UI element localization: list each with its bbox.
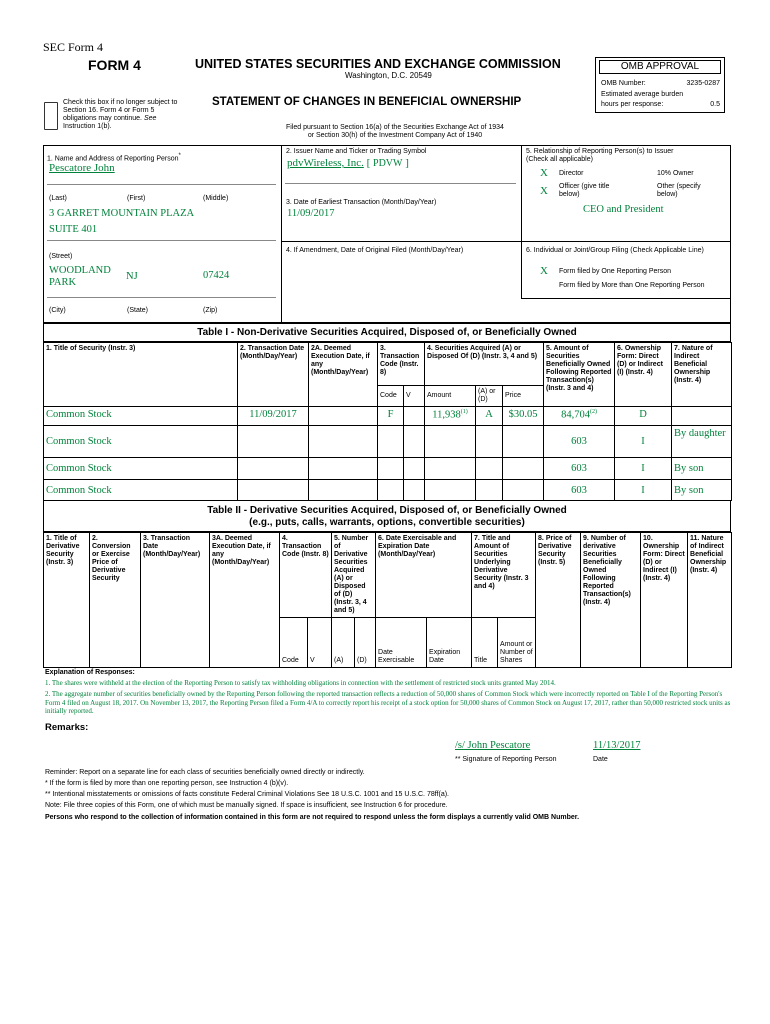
t1-r3-aord — [476, 480, 503, 501]
t1-r0-nature — [672, 407, 732, 426]
officer-mark: X — [540, 185, 548, 197]
signature-label: ** Signature of Reporting Person — [455, 756, 557, 763]
box4-label: 4. If Amendment, Date of Original Filed (Month/Day/Year) — [286, 247, 464, 254]
t1-r0-deemed — [309, 407, 378, 426]
t1-r0-title: Common Stock — [44, 407, 238, 426]
t2-h3: 3. Transaction Date (Month/Day/Year) — [141, 533, 210, 668]
city-value: WOODLAND PARK — [49, 265, 111, 288]
t1-r3-price — [503, 480, 544, 501]
last-label: (Last) — [49, 195, 67, 202]
t1-h-v-sub: V — [404, 386, 425, 407]
t2-h8: 8. Price of Derivative Security (Instr. 5) — [536, 533, 581, 668]
t1-r3-owned: 603 — [544, 480, 615, 501]
t1-h-nature: 7. Nature of Indirect Beneficial Ownership (Instr. 4) — [672, 343, 732, 407]
t2-h3a: 3A. Deemed Execution Date, if any (Month/Day/Year) — [210, 533, 280, 668]
t2-date-ex: Date Exercisable — [376, 618, 427, 668]
t1-r3-deemed — [309, 480, 378, 501]
footnote-2: 2. The aggregate number of securities beneficially owned by the Reporting Person following the reported transaction reflects a reduction of 50,000 shares of Common Stock which were incorrectly reported on Table I of the Reporting Person's Form 4 filed on August 18, 2017. On November 13, 2017, the Reporting Person filed a Form 4/A to correctly report his receipt of a stock option for 50,000 shares of Common Stock on August 17, 2017, rather than 50,000 restricted stock units as initially reported. — [45, 690, 731, 715]
t2-code: Code — [280, 618, 308, 668]
note-copies: Note: File three copies of this Form, one of which must be manually signed. If space is insufficient, see Instruction 6 for procedure. — [45, 802, 448, 809]
t1-r1-aord — [476, 426, 503, 458]
t1-r2-v — [404, 458, 425, 480]
omb-title: OMB APPROVAL — [599, 60, 721, 74]
issuer-link[interactable]: pdvWireless, Inc. — [287, 157, 364, 169]
earliest-transaction-date: 11/09/2017 — [287, 208, 335, 219]
t1-r1-v — [404, 426, 425, 458]
doc-label: SEC Form 4 — [43, 40, 104, 54]
t1-r1-code — [378, 426, 404, 458]
t2-title: Title — [472, 618, 498, 668]
t1-r3-date — [238, 480, 309, 501]
address-line1: 3 GARRET MOUNTAIN PLAZA — [49, 208, 195, 219]
issuer: pdvWireless, Inc. [ PDVW ] — [287, 157, 409, 169]
table2-title: Table II - Derivative Securities Acquired, Disposed of, or Beneficially Owned (e.g., puts, calls, warrants, options, convertible securities) — [43, 500, 731, 532]
t1-r3-nature: By son — [672, 480, 732, 501]
note-reminder: Reminder: Report on a separate line for each class of securities beneficially owned directly or indirectly. — [45, 769, 365, 776]
omb-approval-box — [595, 57, 725, 113]
address-line2: SUITE 401 — [49, 224, 98, 235]
zip-value: 07424 — [203, 270, 230, 281]
t1-r2-owned: 603 — [544, 458, 615, 480]
t2-h5: 5. Number of Derivative Securities Acquired (A) or Disposed of (D) (Instr. 3, 4 and 5) — [332, 533, 376, 618]
box5-label: 5. Relationship of Reporting Person(s) to Issuer — [526, 148, 674, 155]
location: Washington, D.C. 20549 — [345, 71, 432, 80]
t2-a: (A) — [332, 618, 355, 668]
t1-h-deemed: 2A. Deemed Execution Date, if any (Month/Day/Year) — [309, 343, 378, 407]
t1-r3-v — [404, 480, 425, 501]
explanation-heading: Explanation of Responses: — [45, 669, 135, 676]
t2-d: (D) — [355, 618, 376, 668]
footnote-1: 1. The shares were withheld at the election of the Reporting Person to satisfy tax withholding obligations in connection with the settlement of restricted stock units granted May 2014. — [45, 679, 556, 687]
box2-label: 2. Issuer Name and Ticker or Trading Symbol — [286, 148, 427, 155]
director-label: Director — [559, 170, 584, 177]
one-person-mark: X — [540, 265, 548, 277]
more-person-label: Form filed by More than One Reporting Person — [559, 282, 705, 289]
t1-r1-date — [238, 426, 309, 458]
t2-exp: Expiration Date — [427, 618, 472, 668]
state-label: (State) — [127, 307, 149, 314]
signature-date: 11/13/2017 — [593, 740, 641, 751]
statement-title: STATEMENT OF CHANGES IN BENEFICIAL OWNERSHIP — [212, 96, 522, 108]
table2 — [43, 532, 732, 668]
t1-r0-price: $30.05 — [503, 407, 544, 426]
t2-amt: Amount or Number of Shares — [498, 618, 536, 668]
no-longer-subject-checkbox[interactable] — [44, 102, 58, 130]
owner10-label: 10% Owner — [657, 170, 694, 177]
t1-r1-deemed — [309, 426, 378, 458]
director-mark: X — [540, 167, 548, 179]
t1-r1-form: I — [615, 426, 672, 458]
t1-r3-amount — [425, 480, 476, 501]
t1-r2-nature: By son — [672, 458, 732, 480]
t1-r3-title: Common Stock — [44, 480, 238, 501]
t1-r3-code — [378, 480, 404, 501]
t1-r2-deemed — [309, 458, 378, 480]
reporting-person-name[interactable]: Pescatore John — [49, 162, 115, 174]
t1-h-code: 3. Transaction Code (Instr. 8) — [378, 343, 425, 386]
omb-hours-label: hours per response: — [601, 101, 664, 108]
t1-r0-code: F — [378, 407, 404, 426]
t1-h-price-sub: Price — [503, 386, 544, 407]
t1-h-aord-sub: (A) or (D) — [476, 386, 503, 407]
officer-title: CEO and President — [583, 204, 664, 215]
table1-title: Table I - Non-Derivative Securities Acquired, Disposed of, or Beneficially Owned — [43, 323, 731, 342]
t1-r2-code — [378, 458, 404, 480]
t2-h10: 10. Ownership Form: Direct (D) or Indirect (I) (Instr. 4) — [641, 533, 688, 668]
t2-h7: 7. Title and Amount of Securities Underlying Derivative Security (Instr. 3 and 4) — [472, 533, 536, 618]
t1-r0-form: D — [615, 407, 672, 426]
t1-r1-nature: By daughter — [672, 426, 732, 458]
form-title: FORM 4 — [88, 57, 141, 73]
t1-r2-aord — [476, 458, 503, 480]
table1 — [43, 342, 732, 501]
one-person-label: Form filed by One Reporting Person — [559, 268, 672, 275]
t1-r0-date: 11/09/2017 — [238, 407, 309, 426]
box3-label: 3. Date of Earliest Transaction (Month/Day/Year) — [286, 199, 437, 206]
state-value: NJ — [126, 271, 138, 282]
commission-name: UNITED STATES SECURITIES AND EXCHANGE COMMISSION — [195, 57, 561, 71]
t1-h-title: 1. Title of Security (Instr. 3) — [44, 343, 238, 407]
t1-r2-date — [238, 458, 309, 480]
t1-r0-aord: A — [476, 407, 503, 426]
date-label: Date — [593, 756, 608, 763]
t1-r1-title: Common Stock — [44, 426, 238, 458]
t1-r3-form: I — [615, 480, 672, 501]
box6-label: 6. Individual or Joint/Group Filing (Check Applicable Line) — [526, 247, 704, 254]
remarks-label: Remarks: — [45, 722, 89, 733]
t1-h-form: 6. Ownership Form: Direct (D) or Indirect (I) (Instr. 4) — [615, 343, 672, 407]
t1-r1-price — [503, 426, 544, 458]
t1-h-date: 2. Transaction Date (Month/Day/Year) — [238, 343, 309, 407]
table-row — [44, 407, 732, 426]
table-row — [44, 458, 732, 480]
note-star: * If the form is filed by more than one reporting person, see Instruction 4 (b)(v). — [45, 780, 289, 787]
other-label: Other (specify below) — [657, 183, 701, 198]
t2-h6: 6. Date Exercisable and Expiration Date (Month/Day/Year) — [376, 533, 472, 618]
t1-h-code-sub: Code — [378, 386, 404, 407]
officer-label: Officer (give title below) — [559, 183, 610, 198]
signature-name: /s/ John Pescatore — [455, 740, 531, 751]
t1-r1-amount — [425, 426, 476, 458]
t1-h-amount-sub: Amount — [425, 386, 476, 407]
t1-r2-amount — [425, 458, 476, 480]
filed-pursuant: Filed pursuant to Section 16(a) of the Securities Exchange Act of 1934 or Section 30(h) of the Investment Company Act of 1940 — [286, 124, 504, 139]
t2-v: V — [308, 618, 332, 668]
omb-hours-value: 0.5 — [710, 101, 720, 108]
table-row — [44, 480, 732, 501]
omb-burden-label: Estimated average burden — [601, 91, 684, 98]
t1-r2-form: I — [615, 458, 672, 480]
t1-r0-amount: 11,938$^{(1)}$ — [425, 407, 476, 426]
t2-h1: 1. Title of Derivative Security (Instr. 3) — [44, 533, 90, 668]
omb-number-label: OMB Number: — [601, 80, 646, 87]
t1-h-acquired: 4. Securities Acquired (A) or Disposed Of (D) (Instr. 3, 4 and 5) — [425, 343, 544, 386]
middle-label: (Middle) — [203, 195, 229, 202]
city-label: (City) — [49, 307, 66, 314]
note-double-star: ** Intentional misstatements or omissions of facts constitute Federal Criminal Violations See 18 U.S.C. 1001 and 15 U.S.C. 78ff(a). — [45, 791, 449, 798]
t1-r0-v — [404, 407, 425, 426]
t1-r0-owned: 84,704$^{(2)}$ — [544, 407, 615, 426]
zip-label: (Zip) — [203, 307, 218, 314]
t2-h4: 4. Transaction Code (Instr. 8) — [280, 533, 332, 618]
omb-number-value: 3235-0287 — [686, 80, 720, 87]
checkbox-text: Check this box if no longer subject to Section 16. Form 4 or Form 5 obligations may continue. See Instruction 1(b). — [63, 99, 178, 130]
box1-label: 1. Name and Address of Reporting Person* — [47, 153, 181, 163]
note-omb: Persons who respond to the collection of information contained in this form are not required to respond unless the form displays a currently valid OMB Number. — [45, 814, 580, 821]
first-label: (First) — [127, 195, 146, 202]
t2-h11: 11. Nature of Indirect Beneficial Ownership (Instr. 4) — [688, 533, 732, 668]
t1-r2-price — [503, 458, 544, 480]
box5-sub: (Check all applicable) — [526, 156, 593, 163]
t1-r2-title: Common Stock — [44, 458, 238, 480]
street-label: (Street) — [49, 253, 73, 260]
t1-h-owned: 5. Amount of Securities Beneficially Owned Following Reported Transaction(s) (Instr. 3 and 4) — [544, 343, 615, 407]
t2-h2: 2. Conversion or Exercise Price of Derivative Security — [90, 533, 141, 668]
t2-h9: 9. Number of derivative Securities Beneficially Owned Following Reported Transaction(s) (Instr. 4) — [581, 533, 641, 668]
table-row — [44, 426, 732, 458]
ticker: PDVW — [373, 158, 403, 169]
t1-r1-owned: 603 — [544, 426, 615, 458]
